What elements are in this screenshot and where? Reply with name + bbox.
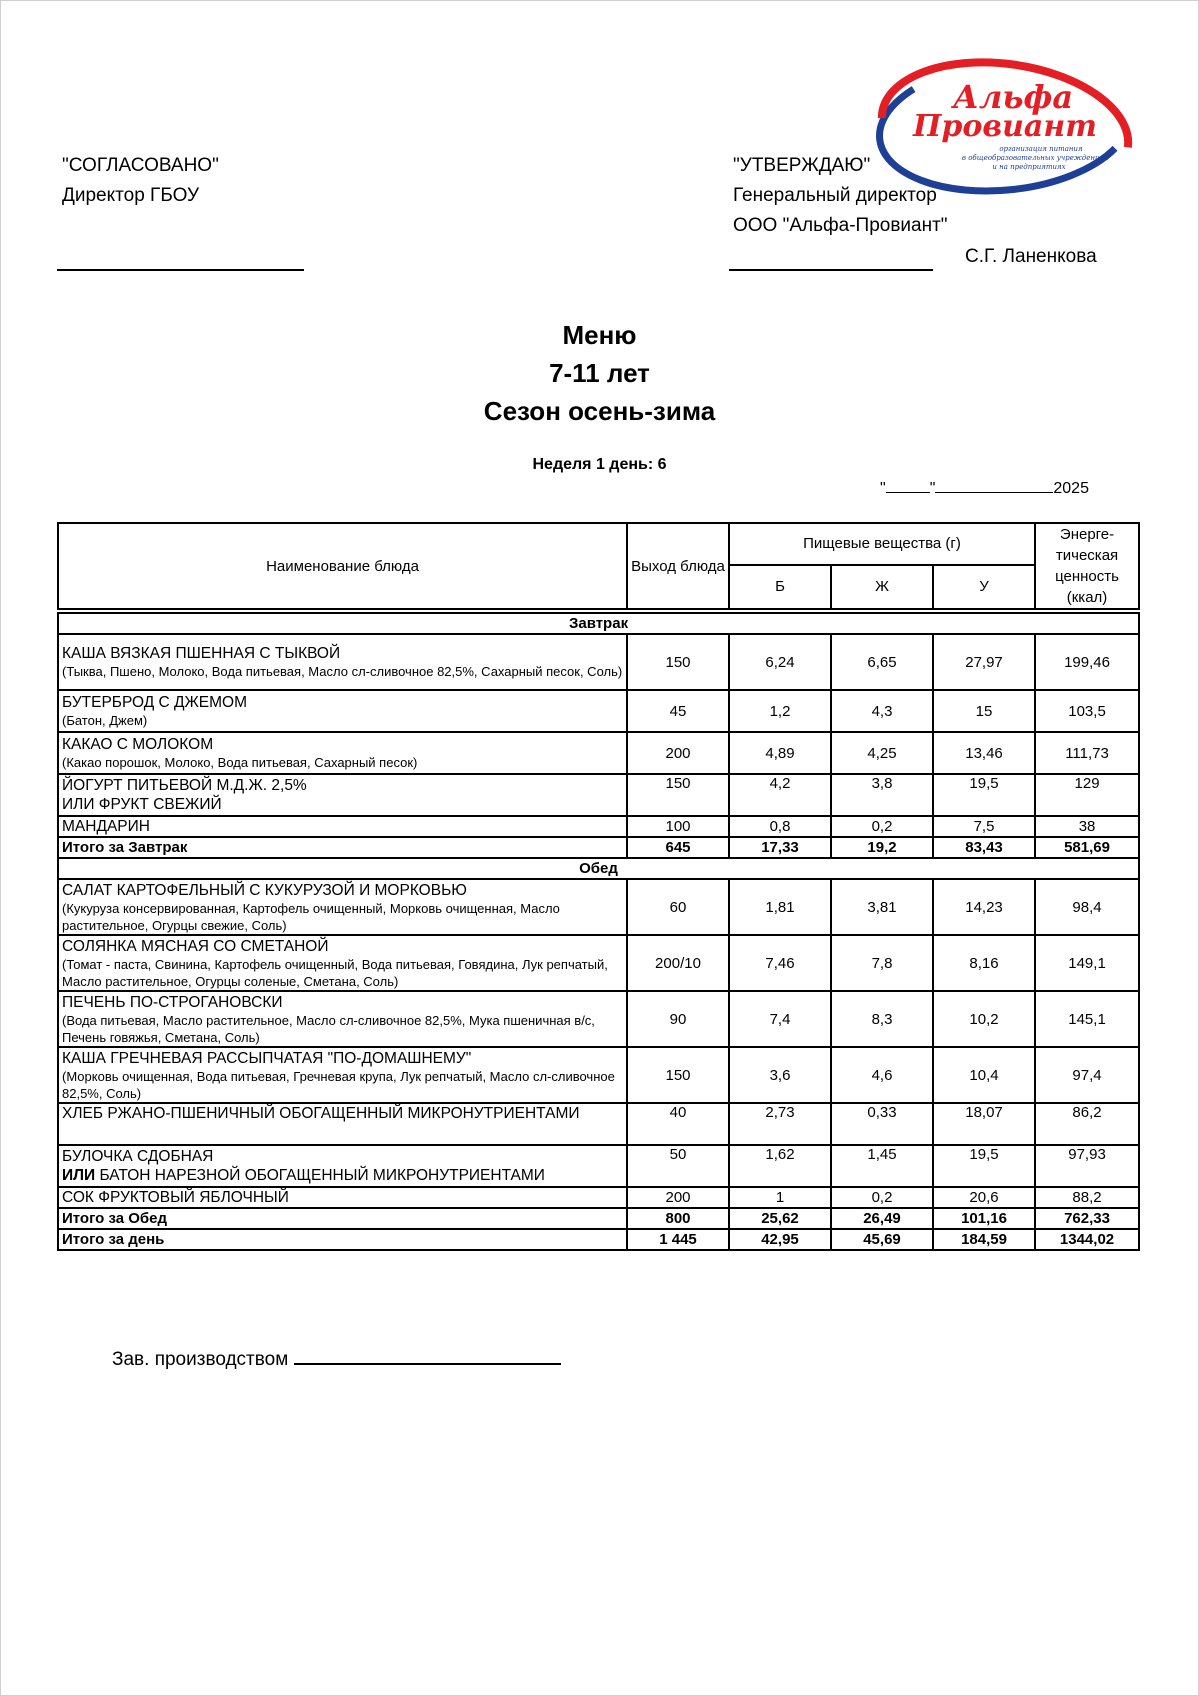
logo-tagline-3: и на предприятиях bbox=[992, 163, 1066, 171]
logo-tagline-2: в общеобразовательных учреждениях bbox=[961, 154, 1109, 162]
title-menu: Меню bbox=[562, 320, 637, 350]
dish-cell: КАША ГРЕЧНЕВАЯ РАССЫПЧАТАЯ "ПО-ДОМАШНЕМУ" (Морковь очищенная, Вода питьевая, Гречневая крупа, Лук репчатый, Масло сл-сливочное 82,5%, Соль) bbox=[58, 1047, 627, 1103]
dish-cell: КАКАО С МОЛОКОМ (Какао порошок, Молоко, Вода питьевая, Сахарный песок) bbox=[58, 732, 627, 774]
header-carbs: У bbox=[933, 565, 1035, 609]
header-energy: Энерге-тическая ценность (ккал) bbox=[1035, 523, 1139, 609]
general-director-label: Генеральный директор bbox=[733, 185, 937, 206]
total-breakfast-row: Итого за Завтрак 645 17,33 19,2 83,43 581,69 bbox=[58, 837, 1139, 858]
header-row-1 bbox=[58, 523, 1139, 565]
section-lunch: Обед bbox=[58, 858, 1139, 879]
menu-table bbox=[57, 522, 1140, 1251]
company-label: ООО "Альфа-Провиант" bbox=[733, 215, 948, 236]
agreed-label: "СОГЛАСОВАНО" bbox=[62, 155, 219, 176]
table-row: БУТЕРБРОД С ДЖЕМОМ (Батон, Джем) 45 1,2 4,3 15 103,5 bbox=[58, 690, 1139, 732]
table-row: ПЕЧЕНЬ ПО-СТРОГАНОВСКИ (Вода питьевая, Масло растительное, Масло сл-сливочное 82,5%, Мука пшеничная в/с, Печень говяжья, Сметана, Соль) 90 7,4 8,3 10,2 145,1 bbox=[58, 991, 1139, 1047]
table-row: СОЛЯНКА МЯСНАЯ СО СМЕТАНОЙ (Томат - паста, Свинина, Картофель очищенный, Вода питьевая, Говядина, Лук репчатый, Масло растительное, Огурцы соленые, Сметана, Соль) 200/10 7,46 7,8 8,16 149,1 bbox=[58, 935, 1139, 991]
table-row: ЙОГУРТ ПИТЬЕВОЙ М.Д.Ж. 2,5% ИЛИ ФРУКТ СВЕЖИЙ 150 4,2 3,8 19,5 129 bbox=[58, 774, 1139, 816]
dish-cell: ХЛЕБ РЖАНО-ПШЕНИЧНЫЙ ОБОГАЩЕННЫЙ МИКРОНУТРИЕНТАМИ bbox=[58, 1103, 627, 1145]
signer-name: С.Г. Ланенкова bbox=[965, 246, 1097, 267]
header-fat: Ж bbox=[831, 565, 933, 609]
logo-tagline-1: организация питания bbox=[999, 145, 1083, 153]
dish-cell: МАНДАРИН bbox=[58, 816, 627, 837]
table-row: КАША ГРЕЧНЕВАЯ РАССЫПЧАТАЯ "ПО-ДОМАШНЕМУ" (Морковь очищенная, Вода питьевая, Гречневая крупа, Лук репчатый, Масло сл-сливочное 82,5%, Соль) 150 3,6 4,6 10,4 97,4 bbox=[58, 1047, 1139, 1103]
director-label: Директор ГБОУ bbox=[62, 185, 200, 206]
title-age: 7-11 лет bbox=[549, 358, 650, 388]
section-breakfast: Завтрак bbox=[58, 613, 1139, 634]
date-year: 2025 bbox=[1053, 480, 1089, 497]
signature-line-left bbox=[57, 269, 304, 271]
table-row: СОК ФРУКТОВЫЙ ЯБЛОЧНЫЙ 200 1 0,2 20,6 88,2 bbox=[58, 1187, 1139, 1208]
table-row: ХЛЕБ РЖАНО-ПШЕНИЧНЫЙ ОБОГАЩЕННЫЙ МИКРОНУТРИЕНТАМИ 40 2,73 0,33 18,07 86,2 bbox=[58, 1103, 1139, 1145]
header-nutrients: Пищевые вещества (г) bbox=[729, 523, 1035, 565]
dish-cell: ПЕЧЕНЬ ПО-СТРОГАНОВСКИ (Вода питьевая, Масло растительное, Масло сл-сливочное 82,5%, Мука пшеничная в/с, Печень говяжья, Сметана, Соль) bbox=[58, 991, 627, 1047]
table-row: БУЛОЧКА СДОБНАЯ ИЛИ БАТОН НАРЕЗНОЙ ОБОГАЩЕННЫЙ МИКРОНУТРИЕНТАМИ 50 1,62 1,45 19,5 97,93 bbox=[58, 1145, 1139, 1187]
approve-label: "УТВЕРЖДАЮ" bbox=[733, 155, 871, 176]
dish-cell: БУЛОЧКА СДОБНАЯ ИЛИ БАТОН НАРЕЗНОЙ ОБОГАЩЕННЫЙ МИКРОНУТРИЕНТАМИ bbox=[58, 1145, 627, 1187]
total-lunch-row: Итого за Обед 800 25,62 26,49 101,16 762,33 bbox=[58, 1208, 1139, 1229]
logo-text-proviant: Провиант bbox=[913, 109, 1097, 144]
dish-cell: СОЛЯНКА МЯСНАЯ СО СМЕТАНОЙ (Томат - паста, Свинина, Картофель очищенный, Вода питьевая, Говядина, Лук репчатый, Масло растительное, Огурцы соленые, Сметана, Соль) bbox=[58, 935, 627, 991]
dish-cell: ЙОГУРТ ПИТЬЕВОЙ М.Д.Ж. 2,5% ИЛИ ФРУКТ СВЕЖИЙ bbox=[58, 774, 627, 816]
header-yield: Выход блюда bbox=[627, 523, 729, 609]
approval-left bbox=[62, 151, 219, 211]
total-day-row: Итого за день 1 445 42,95 45,69 184,59 1344,02 bbox=[58, 1229, 1139, 1250]
logo-text-alfa: Альфа bbox=[952, 78, 1074, 116]
title-season: Сезон осень-зима bbox=[483, 396, 716, 426]
dish-cell: КАША ВЯЗКАЯ ПШЕННАЯ С ТЫКВОЙ (Тыква, Пшено, Молоко, Вода питьевая, Масло сл-сливочное 82,5%, Сахарный песок, Соль) bbox=[58, 634, 627, 690]
signature-line-right bbox=[729, 269, 933, 271]
alfa-proviant-logo bbox=[873, 56, 1137, 204]
dish-cell: СОК ФРУКТОВЫЙ ЯБЛОЧНЫЙ bbox=[58, 1187, 627, 1208]
production-manager-signature bbox=[112, 1345, 561, 1371]
signature-line-footer bbox=[294, 1345, 561, 1365]
header-dish-name: Наименование блюда bbox=[58, 523, 627, 609]
week-day-label: Неделя 1 день: 6 bbox=[532, 456, 667, 473]
dish-cell: САЛАТ КАРТОФЕЛЬНЫЙ С КУКУРУЗОЙ И МОРКОВЬЮ (Кукуруза консервированная, Картофель очищенный, Морковь очищенная, Масло растительное, Огурцы свежие, Соль) bbox=[58, 879, 627, 935]
date-line: " " 2025 bbox=[880, 480, 1089, 497]
header-protein: Б bbox=[729, 565, 831, 609]
table-row: САЛАТ КАРТОФЕЛЬНЫЙ С КУКУРУЗОЙ И МОРКОВЬЮ (Кукуруза консервированная, Картофель очищенный, Морковь очищенная, Масло растительное, Огурцы свежие, Соль) 60 1,81 3,81 14,23 98,4 bbox=[58, 879, 1139, 935]
table-row: КАКАО С МОЛОКОМ (Какао порошок, Молоко, Вода питьевая, Сахарный песок) 200 4,89 4,25 13,46 111,73 bbox=[58, 732, 1139, 774]
production-manager-label: Зав. производством bbox=[112, 1349, 289, 1370]
table-row: МАНДАРИН 100 0,8 0,2 7,5 38 bbox=[58, 816, 1139, 837]
table-row: КАША ВЯЗКАЯ ПШЕННАЯ С ТЫКВОЙ (Тыква, Пшено, Молоко, Вода питьевая, Масло сл-сливочное 82,5%, Сахарный песок, Соль) 150 6,24 6,65 27,97 199,46 bbox=[58, 634, 1139, 690]
dish-cell: БУТЕРБРОД С ДЖЕМОМ (Батон, Джем) bbox=[58, 690, 627, 732]
